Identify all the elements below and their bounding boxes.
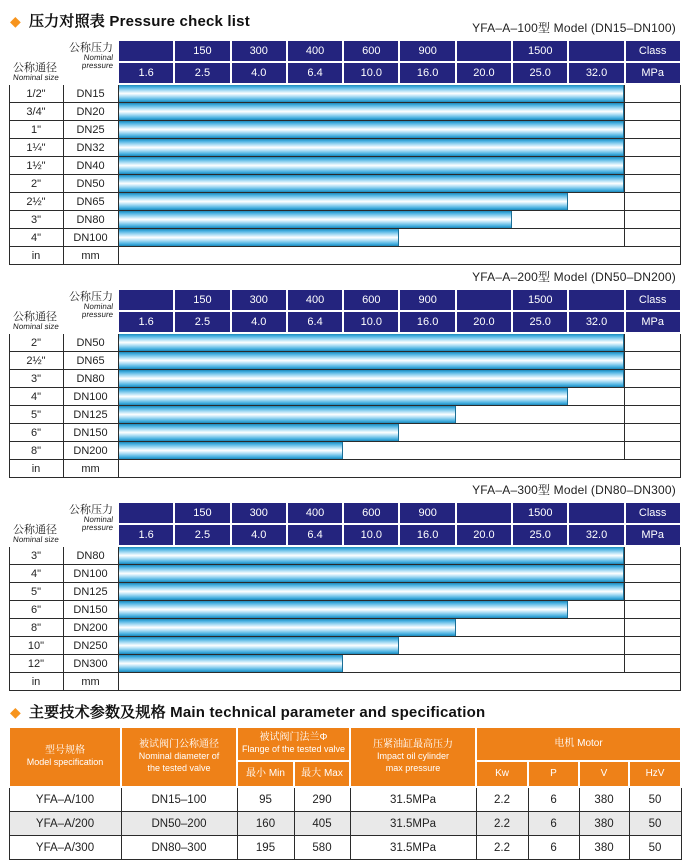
class-header-cell: 600: [343, 289, 399, 311]
pressure-bar-area: [118, 157, 625, 175]
units-inch-cell: in: [9, 673, 63, 691]
pressure-bar-area: [118, 84, 625, 103]
pressure-row: [9, 333, 681, 352]
pressure-bar-area: [118, 333, 625, 352]
pressure-range-bar: [119, 121, 625, 138]
motor-kw-cell: 2.2: [476, 812, 528, 836]
units-mm-cell: mm: [63, 247, 118, 265]
nominal-size-inch-cell: 2": [9, 175, 63, 193]
nominal-size-inch-cell: 10": [9, 637, 63, 655]
flange-min-cell: 95: [237, 787, 294, 812]
pressure-row: [9, 103, 681, 121]
corner-header-cell: [9, 40, 118, 84]
nominal-size-dn-cell: DN40: [63, 157, 118, 175]
units-row: [9, 247, 681, 265]
nominal-size-inch-cell: 3": [9, 546, 63, 565]
pressure-range-bar: [119, 655, 344, 672]
nominal-size-dn-cell: DN100: [63, 229, 118, 247]
flange-max-cell: 580: [294, 836, 350, 860]
pressure-bar-area: [118, 121, 625, 139]
mpa-header-cell: 1.6: [118, 311, 174, 333]
mpa-header-cell: 4.0: [231, 524, 287, 546]
nominal-size-inch-cell: 4": [9, 565, 63, 583]
class-header-cell: 900: [399, 40, 455, 62]
class-column-cell: [625, 333, 681, 352]
pressure-table-1: [8, 39, 682, 265]
nominal-size-inch-cell: 5": [9, 406, 63, 424]
class-header-cell: 1500: [512, 40, 568, 62]
mpa-header-cell: 2.5: [174, 311, 230, 333]
nominal-size-inch-cell: 1": [9, 121, 63, 139]
pressure-bar-area: [118, 229, 625, 247]
motor-p-cell: 6: [528, 812, 579, 836]
class-column-cell: [625, 103, 681, 121]
mpa-header-cell: 25.0: [512, 62, 568, 84]
pressure-range-bar: [119, 406, 456, 423]
mpa-header-cell: 20.0: [456, 62, 512, 84]
nominal-size-inch-cell: 2½": [9, 352, 63, 370]
class-column-cell: [625, 193, 681, 211]
class-header-cell: 300: [231, 289, 287, 311]
pressure-row: [9, 442, 681, 460]
corner-nominal-size-label: 公称通径 Nominal size: [12, 61, 60, 82]
max-pressure-cell: 31.5MPa: [350, 812, 476, 836]
pressure-bar-area: [118, 193, 625, 211]
pressure-range-bar: [119, 103, 625, 120]
nominal-size-dn-cell: DN125: [63, 406, 118, 424]
flange-min-cell: 160: [237, 812, 294, 836]
class-column-cell: [625, 211, 681, 229]
nominal-size-dn-cell: DN50: [63, 175, 118, 193]
pressure-bar-area: [118, 370, 625, 388]
nominal-size-dn-cell: DN32: [63, 139, 118, 157]
nominal-size-dn-cell: DN100: [63, 565, 118, 583]
pressure-row: [9, 546, 681, 565]
pressure-bar-area: [118, 619, 625, 637]
corner-header-cell: [9, 289, 118, 333]
class-column-cell: [625, 565, 681, 583]
model-spec-cell: YFA–A/300: [9, 836, 121, 860]
class-header-cell: [118, 502, 174, 524]
pressure-range-bar: [119, 619, 456, 636]
nominal-size-dn-cell: DN80: [63, 370, 118, 388]
units-empty-cell: [118, 673, 681, 691]
class-column-cell: [625, 139, 681, 157]
mpa-header-cell: 10.0: [343, 524, 399, 546]
mpa-header-cell: 2.5: [174, 524, 230, 546]
model-label: YFA–A–200型 Model (DN50–DN200): [472, 270, 676, 284]
nominal-size-dn-cell: DN65: [63, 352, 118, 370]
class-column-cell: [625, 352, 681, 370]
dn-range-cell: DN80–300: [121, 836, 237, 860]
pressure-row: [9, 193, 681, 211]
pressure-bar-area: [118, 655, 625, 673]
nominal-size-dn-cell: DN15: [63, 84, 118, 103]
pressure-bar-area: [118, 175, 625, 193]
pressure-range-bar: [119, 157, 625, 174]
nominal-size-dn-cell: DN65: [63, 193, 118, 211]
class-column-cell: [625, 121, 681, 139]
spec-header-p: P: [528, 761, 579, 787]
pressure-range-bar: [119, 211, 512, 228]
nominal-size-dn-cell: DN50: [63, 333, 118, 352]
class-header-cell: 400: [287, 502, 343, 524]
pressure-row: [9, 406, 681, 424]
spec-title-text: 主要技术参数及规格 Main technical parameter and specification: [28, 704, 486, 721]
max-pressure-cell: 31.5MPa: [350, 787, 476, 812]
pressure-range-bar: [119, 565, 625, 582]
mpa-header-cell: 4.0: [231, 62, 287, 84]
pressure-title-text: 压力对照表 Pressure check list: [28, 13, 250, 30]
class-header-cell: 1500: [512, 502, 568, 524]
pressure-row: [9, 619, 681, 637]
mpa-header-cell: 1.6: [118, 524, 174, 546]
pressure-bar-area: [118, 211, 625, 229]
class-column-cell: [625, 601, 681, 619]
class-column-cell: [625, 655, 681, 673]
model-label: YFA–A–100型 Model (DN15–DN100): [472, 21, 676, 35]
spec-table: [8, 726, 682, 860]
pressure-row: [9, 565, 681, 583]
pressure-range-bar: [119, 85, 625, 102]
pressure-bar-area: [118, 546, 625, 565]
mpa-header-cell: 32.0: [568, 62, 624, 84]
pressure-range-bar: [119, 370, 625, 387]
mpa-header-cell: 6.4: [287, 311, 343, 333]
pressure-range-bar: [119, 442, 344, 459]
mpa-header-cell: 1.6: [118, 62, 174, 84]
motor-hz-cell: 50: [629, 812, 681, 836]
corner-header-cell: [9, 502, 118, 546]
class-header-cell: Class: [625, 40, 681, 62]
pressure-row: [9, 388, 681, 406]
nominal-size-inch-cell: 3": [9, 211, 63, 229]
units-empty-cell: [118, 460, 681, 478]
corner-nominal-pressure-label: 公称压力 Nominal pressure: [69, 42, 114, 71]
class-column-cell: [625, 637, 681, 655]
spec-header-flange: 被试阀门法兰Φ Flange of the tested valve: [237, 727, 350, 761]
spec-header-dn: 被试阀门公称通径 Nominal diameter of the tested valve: [121, 727, 237, 787]
nominal-size-inch-cell: 1/2": [9, 84, 63, 103]
pressure-row: [9, 370, 681, 388]
class-column-cell: [625, 619, 681, 637]
class-column-cell: [625, 424, 681, 442]
pressure-row: [9, 157, 681, 175]
nominal-size-dn-cell: DN125: [63, 583, 118, 601]
spec-row: [9, 787, 681, 812]
motor-kw-cell: 2.2: [476, 836, 528, 860]
pressure-range-bar: [119, 229, 400, 246]
units-empty-cell: [118, 247, 681, 265]
mpa-header-cell: 10.0: [343, 62, 399, 84]
class-column-cell: [625, 442, 681, 460]
class-header-cell: 600: [343, 40, 399, 62]
class-column-cell: [625, 175, 681, 193]
pressure-row: [9, 121, 681, 139]
class-header-cell: [118, 289, 174, 311]
dn-range-cell: DN15–100: [121, 787, 237, 812]
pressure-row: [9, 601, 681, 619]
model-label: YFA–A–300型 Model (DN80–DN300): [472, 483, 676, 497]
pressure-row: [9, 424, 681, 442]
mpa-header-cell: MPa: [625, 524, 681, 546]
nominal-size-dn-cell: DN200: [63, 442, 118, 460]
pressure-range-bar: [119, 547, 625, 564]
class-header-cell: 600: [343, 502, 399, 524]
pressure-bar-area: [118, 352, 625, 370]
mpa-header-cell: 20.0: [456, 524, 512, 546]
class-header-cell: 300: [231, 502, 287, 524]
pressure-bar-area: [118, 583, 625, 601]
pressure-bar-area: [118, 565, 625, 583]
mpa-header-cell: 16.0: [399, 62, 455, 84]
flange-min-cell: 195: [237, 836, 294, 860]
pressure-bar-area: [118, 601, 625, 619]
class-header-cell: [456, 502, 512, 524]
pressure-range-bar: [119, 139, 625, 156]
pressure-row: [9, 211, 681, 229]
class-header-cell: [456, 40, 512, 62]
motor-v-cell: 380: [579, 787, 629, 812]
spec-row: [9, 836, 681, 860]
class-header-cell: [568, 40, 624, 62]
pressure-range-bar: [119, 583, 625, 600]
units-inch-cell: in: [9, 460, 63, 478]
units-mm-cell: mm: [63, 460, 118, 478]
pressure-header-class-row: [9, 40, 681, 62]
mpa-header-cell: 32.0: [568, 311, 624, 333]
mpa-header-cell: 4.0: [231, 311, 287, 333]
pressure-range-bar: [119, 424, 400, 441]
corner-nominal-pressure-label: 公称压力 Nominal pressure: [69, 291, 114, 320]
corner-nominal-pressure-label: 公称压力 Nominal pressure: [69, 504, 114, 533]
pressure-bar-area: [118, 388, 625, 406]
class-column-cell: [625, 157, 681, 175]
pressure-row: [9, 84, 681, 103]
motor-kw-cell: 2.2: [476, 787, 528, 812]
motor-v-cell: 380: [579, 812, 629, 836]
motor-p-cell: 6: [528, 787, 579, 812]
nominal-size-dn-cell: DN250: [63, 637, 118, 655]
mpa-header-cell: 6.4: [287, 62, 343, 84]
diamond-bullet-icon: ◆: [10, 12, 21, 29]
class-header-cell: [118, 40, 174, 62]
pressure-range-bar: [119, 601, 568, 618]
spec-header-max: 最大 Max: [294, 761, 350, 787]
mpa-header-cell: 2.5: [174, 62, 230, 84]
class-column-cell: [625, 583, 681, 601]
pressure-row: [9, 175, 681, 193]
class-header-cell: 400: [287, 40, 343, 62]
spec-header-pressure: 压紧油缸最高压力 Impact oil cylinder max pressure: [350, 727, 476, 787]
spec-row: [9, 812, 681, 836]
nominal-size-inch-cell: 6": [9, 424, 63, 442]
class-header-cell: 1500: [512, 289, 568, 311]
mpa-header-cell: MPa: [625, 311, 681, 333]
class-column-cell: [625, 406, 681, 424]
nominal-size-dn-cell: DN200: [63, 619, 118, 637]
diamond-bullet-icon: ◆: [10, 703, 21, 720]
class-header-cell: 900: [399, 502, 455, 524]
motor-p-cell: 6: [528, 836, 579, 860]
pressure-table-3: [8, 501, 682, 691]
nominal-size-inch-cell: 4": [9, 229, 63, 247]
pressure-bar-area: [118, 442, 625, 460]
max-pressure-cell: 31.5MPa: [350, 836, 476, 860]
motor-v-cell: 380: [579, 836, 629, 860]
mpa-header-cell: 25.0: [512, 311, 568, 333]
pressure-bar-area: [118, 406, 625, 424]
dn-range-cell: DN50–200: [121, 812, 237, 836]
nominal-size-dn-cell: DN100: [63, 388, 118, 406]
class-column-cell: [625, 370, 681, 388]
pressure-row: [9, 583, 681, 601]
nominal-size-inch-cell: 1¼": [9, 139, 63, 157]
pressure-bar-area: [118, 103, 625, 121]
pressure-range-bar: [119, 637, 400, 654]
corner-nominal-size-label: 公称通径 Nominal size: [12, 310, 60, 331]
class-header-cell: 150: [174, 40, 230, 62]
nominal-size-inch-cell: 8": [9, 619, 63, 637]
nominal-size-inch-cell: 3/4": [9, 103, 63, 121]
class-header-cell: Class: [625, 502, 681, 524]
class-column-cell: [625, 229, 681, 247]
pressure-row: [9, 229, 681, 247]
pressure-header-class-row: [9, 502, 681, 524]
pressure-row: [9, 655, 681, 673]
pressure-tables-container: [8, 19, 680, 691]
nominal-size-inch-cell: 4": [9, 388, 63, 406]
spec-header-min: 最小 Min: [237, 761, 294, 787]
nominal-size-inch-cell: 3": [9, 370, 63, 388]
units-row: [9, 673, 681, 691]
pressure-row: [9, 139, 681, 157]
nominal-size-dn-cell: DN300: [63, 655, 118, 673]
spec-header-hz: HzV: [629, 761, 681, 787]
pressure-bar-area: [118, 637, 625, 655]
mpa-header-cell: MPa: [625, 62, 681, 84]
nominal-size-inch-cell: 5": [9, 583, 63, 601]
class-header-cell: 300: [231, 40, 287, 62]
flange-max-cell: 290: [294, 787, 350, 812]
pressure-header-class-row: [9, 289, 681, 311]
model-spec-cell: YFA–A/200: [9, 812, 121, 836]
mpa-header-cell: 25.0: [512, 524, 568, 546]
units-inch-cell: in: [9, 247, 63, 265]
spec-header-v: V: [579, 761, 629, 787]
pressure-row: [9, 637, 681, 655]
spec-section-title: [10, 701, 680, 722]
class-column-cell: [625, 546, 681, 565]
spec-header-model: 型号规格 Model specification: [9, 727, 121, 787]
spec-header-motor: 电机 Motor: [476, 727, 681, 761]
motor-hz-cell: 50: [629, 836, 681, 860]
pressure-range-bar: [119, 388, 568, 405]
nominal-size-dn-cell: DN80: [63, 211, 118, 229]
class-header-cell: 150: [174, 289, 230, 311]
class-header-cell: [568, 289, 624, 311]
pressure-range-bar: [119, 175, 625, 192]
mpa-header-cell: 20.0: [456, 311, 512, 333]
pressure-range-bar: [119, 193, 568, 210]
class-header-cell: [568, 502, 624, 524]
mpa-header-cell: 16.0: [399, 524, 455, 546]
pressure-row: [9, 352, 681, 370]
model-spec-cell: YFA–A/100: [9, 787, 121, 812]
pressure-table-2: [8, 288, 682, 478]
mpa-header-cell: 6.4: [287, 524, 343, 546]
nominal-size-dn-cell: DN25: [63, 121, 118, 139]
class-column-cell: [625, 84, 681, 103]
pressure-range-bar: [119, 334, 625, 351]
corner-nominal-size-label: 公称通径 Nominal size: [12, 523, 60, 544]
mpa-header-cell: 16.0: [399, 311, 455, 333]
class-header-cell: Class: [625, 289, 681, 311]
units-mm-cell: mm: [63, 673, 118, 691]
units-row: [9, 460, 681, 478]
nominal-size-dn-cell: DN150: [63, 424, 118, 442]
flange-max-cell: 405: [294, 812, 350, 836]
nominal-size-inch-cell: 1½": [9, 157, 63, 175]
nominal-size-dn-cell: DN80: [63, 546, 118, 565]
pressure-range-bar: [119, 352, 625, 369]
pressure-bar-area: [118, 424, 625, 442]
mpa-header-cell: 32.0: [568, 524, 624, 546]
nominal-size-dn-cell: DN20: [63, 103, 118, 121]
nominal-size-inch-cell: 12": [9, 655, 63, 673]
nominal-size-inch-cell: 6": [9, 601, 63, 619]
mpa-header-cell: 10.0: [343, 311, 399, 333]
class-header-cell: 900: [399, 289, 455, 311]
nominal-size-inch-cell: 8": [9, 442, 63, 460]
nominal-size-inch-cell: 2": [9, 333, 63, 352]
class-header-cell: 400: [287, 289, 343, 311]
motor-hz-cell: 50: [629, 787, 681, 812]
spec-header-kw: Kw: [476, 761, 528, 787]
nominal-size-dn-cell: DN150: [63, 601, 118, 619]
class-column-cell: [625, 388, 681, 406]
class-header-cell: 150: [174, 502, 230, 524]
nominal-size-inch-cell: 2½": [9, 193, 63, 211]
pressure-bar-area: [118, 139, 625, 157]
class-header-cell: [456, 289, 512, 311]
